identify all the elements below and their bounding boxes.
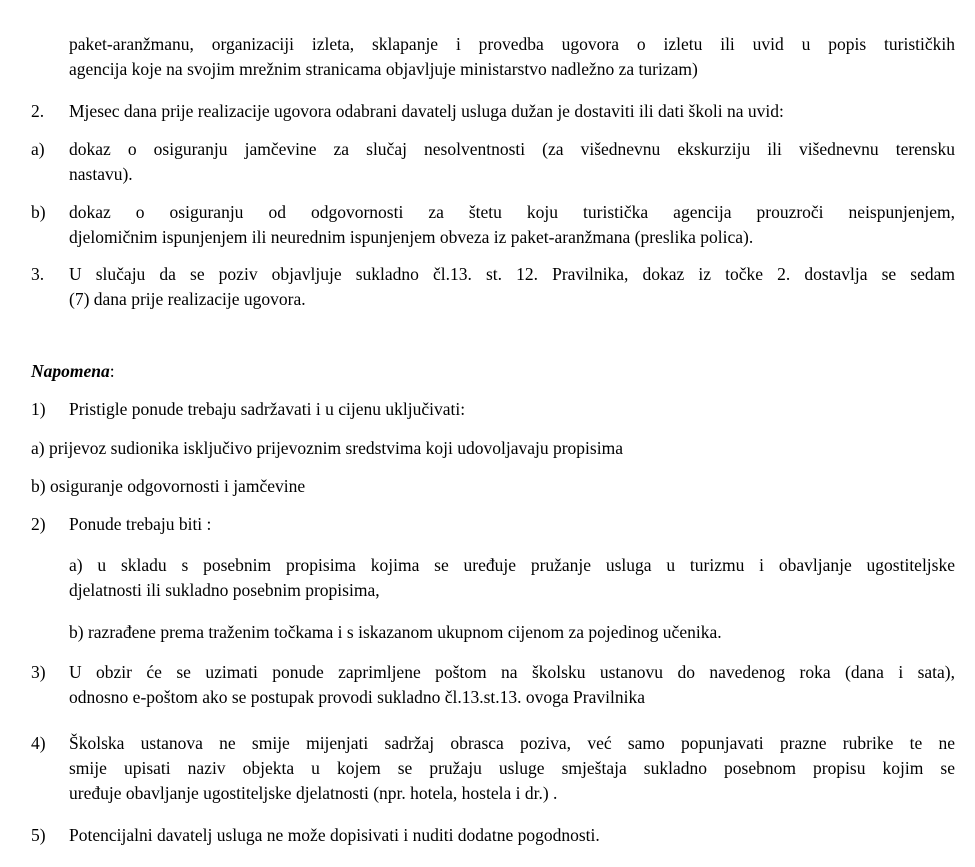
- note-1-text: Pristigle ponude trebaju sadržavati i u cijenu uključivati:: [69, 399, 466, 419]
- intro-line-1: paket-aranžmanu, organizaciji izleta, sklapanje i provedba ugovora o izletu ili uvid u popis turističkih: [69, 34, 955, 54]
- note-2-number: 2): [31, 514, 46, 534]
- napomena-heading: [31, 359, 115, 384]
- item-a-line-1: dokaz o osiguranju jamčevine za slučaj nesolventnosti (za višednevnu ekskurziju ili višednevnu terensku: [69, 139, 955, 159]
- item-a-label: a): [31, 139, 45, 159]
- note-1-number: 1): [31, 399, 46, 419]
- section-3-number: 3.: [31, 264, 45, 284]
- note-4-number: 4): [31, 733, 46, 753]
- note-1-item-a: a) prijevoz sudionika isključivo prijevoznim sredstvima koji udovoljavaju propisima: [31, 438, 623, 458]
- note-2-item-b: b) razrađene prema traženim točkama i s iskazanom ukupnom cijenom za pojedinog učenika.: [69, 622, 722, 642]
- note-5-number: 5): [31, 825, 46, 845]
- note-3-line-2: odnosno e-poštom ako se postupak provodi sukladno čl.13.st.13. ovoga Pravilnika: [69, 687, 645, 707]
- napomena-title: Napomena: [31, 361, 110, 381]
- note-4-line-2: smije upisati naziv objekta u kojem se pružaju usluge smještaja sukladno posebnom propisu kojim se: [69, 758, 955, 778]
- section-3-line-1: U slučaju da se poziv objavljuje sukladno čl.13. st. 12. Pravilnika, dokaz iz točke 2. dostavlja se sedam: [69, 264, 955, 284]
- napomena-colon: :: [109, 361, 115, 381]
- section-3-line-2: (7) dana prije realizacije ugovora.: [69, 289, 306, 309]
- note-1-item-b: b) osiguranje odgovornosti i jamčevine: [31, 476, 306, 496]
- section-2-number: 2.: [31, 101, 45, 121]
- note-5-text: Potencijalni davatelj usluga ne može dopisivati i nuditi dodatne pogodnosti.: [69, 825, 600, 845]
- note-3-number: 3): [31, 662, 46, 682]
- note-2-item-a-line-2: djelatnosti ili sukladno posebnim propisima,: [69, 580, 380, 600]
- item-b-line-1: dokaz o osiguranju od odgovornosti za štetu koju turistička agencija prouzroči neispunjenjem,: [69, 202, 955, 222]
- intro-line-2: agencija koje na svojim mrežnim stranicama objavljuje ministarstvo nadležno za turizam): [69, 59, 698, 79]
- item-b-label: b): [31, 202, 46, 222]
- section-2-text: Mjesec dana prije realizacije ugovora odabrani davatelj usluga dužan je dostaviti ili dati školi na uvid:: [69, 101, 784, 121]
- note-3-line-1: U obzir će se uzimati ponude zaprimljene poštom na školsku ustanovu do navedenog roka (dana i sata),: [69, 662, 955, 682]
- item-a-line-2: nastavu).: [69, 164, 133, 184]
- note-2-text: Ponude trebaju biti :: [69, 514, 212, 534]
- note-2-item-a-line-1: a) u skladu s posebnim propisima kojima se uređuje pružanje usluga u turizmu i obavljanje ugostiteljske: [69, 555, 955, 575]
- item-b-line-2: djelomičnim ispunjenjem ili neurednim ispunjenjem obveza iz paket-aranžmana (preslika polica).: [69, 227, 754, 247]
- note-4-line-3: uređuje obavljanje ugostiteljske djelatnosti (npr. hotela, hostela i dr.) .: [69, 783, 558, 803]
- note-4-line-1: Školska ustanova ne smije mijenjati sadržaj obrasca poziva, već samo popunjavati prazne rubrike te ne: [69, 733, 955, 753]
